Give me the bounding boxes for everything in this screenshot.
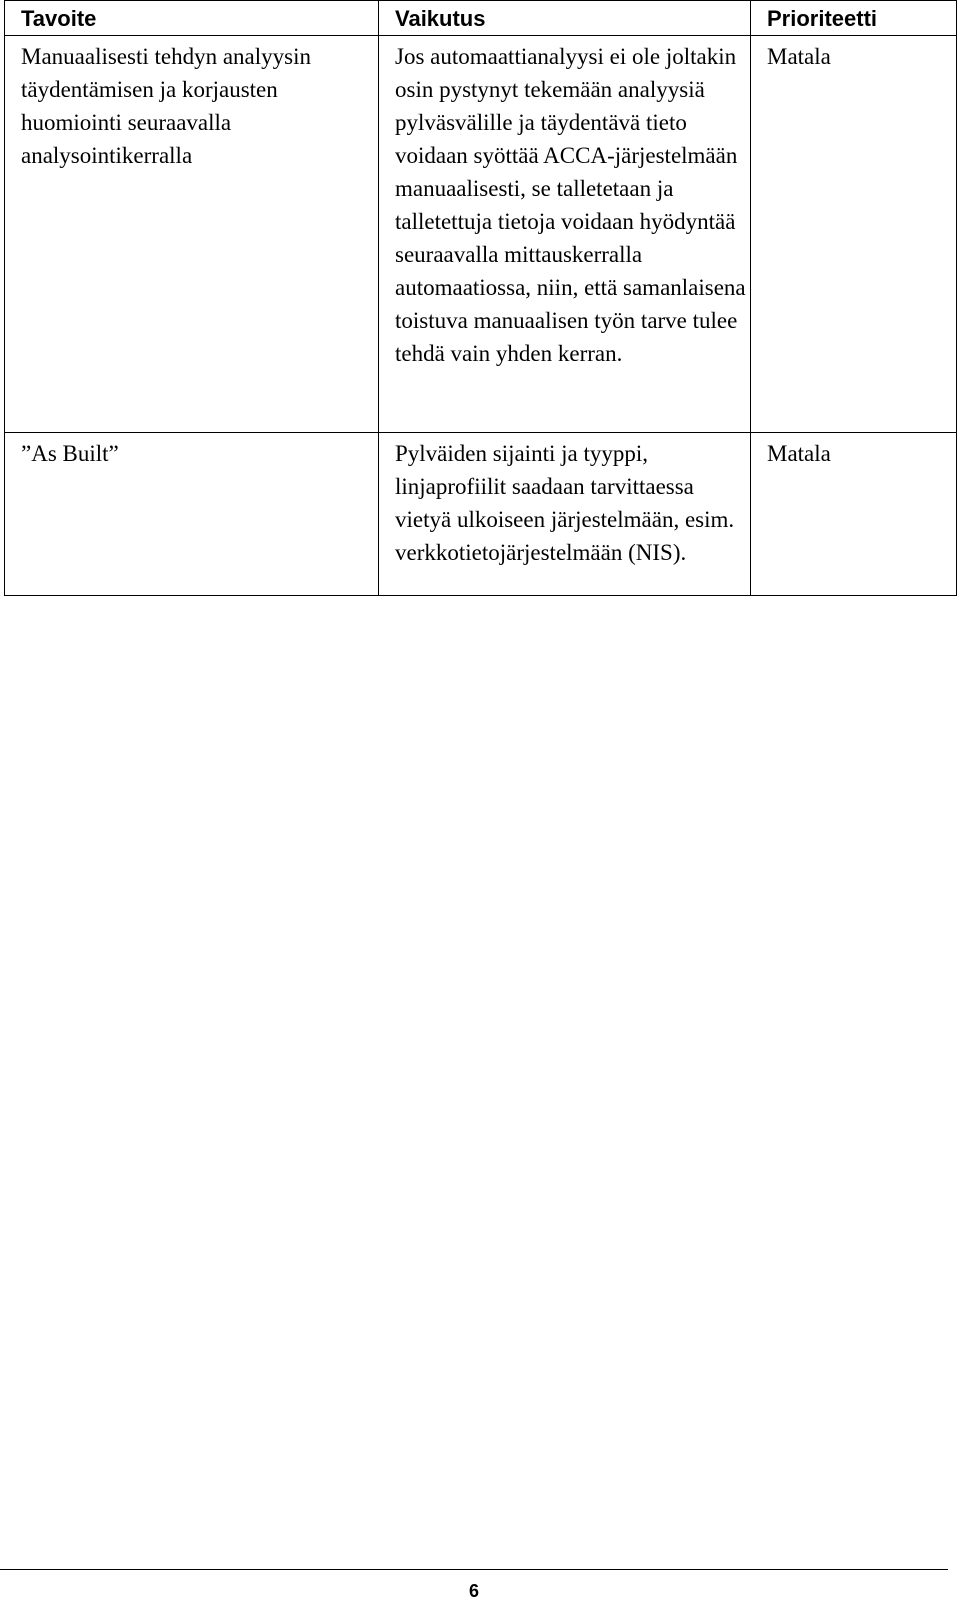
effect-cell xyxy=(379,433,751,596)
table-row xyxy=(5,433,957,596)
header-effect: Vaikutus xyxy=(379,1,751,36)
goal-cell xyxy=(5,433,379,596)
effect-cell xyxy=(379,36,751,433)
effect-text: Pylväiden sijainti ja tyyppi, linjaprofiilit saadaan tarvittaessa vietyä ulkoiseen järjestelmään, esim. verkkotietojärjestelmään (NIS). xyxy=(395,441,735,565)
priority-cell xyxy=(751,36,957,433)
priority-text: Matala xyxy=(767,44,831,69)
requirements-table xyxy=(4,0,957,596)
page-number: 6 xyxy=(468,1581,479,1601)
header-priority: Prioriteetti xyxy=(751,1,957,36)
footer-divider xyxy=(0,1569,948,1570)
header-goal: Tavoite xyxy=(5,1,379,36)
effect-text: Jos automaattianalyysi ei ole joltakin osin pystynyt tekemään analyysiä pylväsvälille ja täydentävä tieto voidaan syöttää ACCA-järjestelmään manuaalisesti, se talletetaan ja talletettuja tietoja voidaan hyödyntää seuraavalla mittauskerralla automaatiossa, niin, että samanlaisena toistuva manuaalisen työn tarve tulee tehdä vain yhden kerran. xyxy=(395,44,746,366)
goal-text: ”As Built” xyxy=(21,441,119,466)
table-row xyxy=(5,36,957,433)
goal-text: Manuaalisesti tehdyn analyysin täydentämisen ja korjausten huomiointi seuraavalla analysointikerralla xyxy=(21,44,311,168)
priority-text: Matala xyxy=(767,441,831,466)
priority-cell xyxy=(751,433,957,596)
goal-cell xyxy=(5,36,379,433)
table-header-row xyxy=(5,1,957,36)
